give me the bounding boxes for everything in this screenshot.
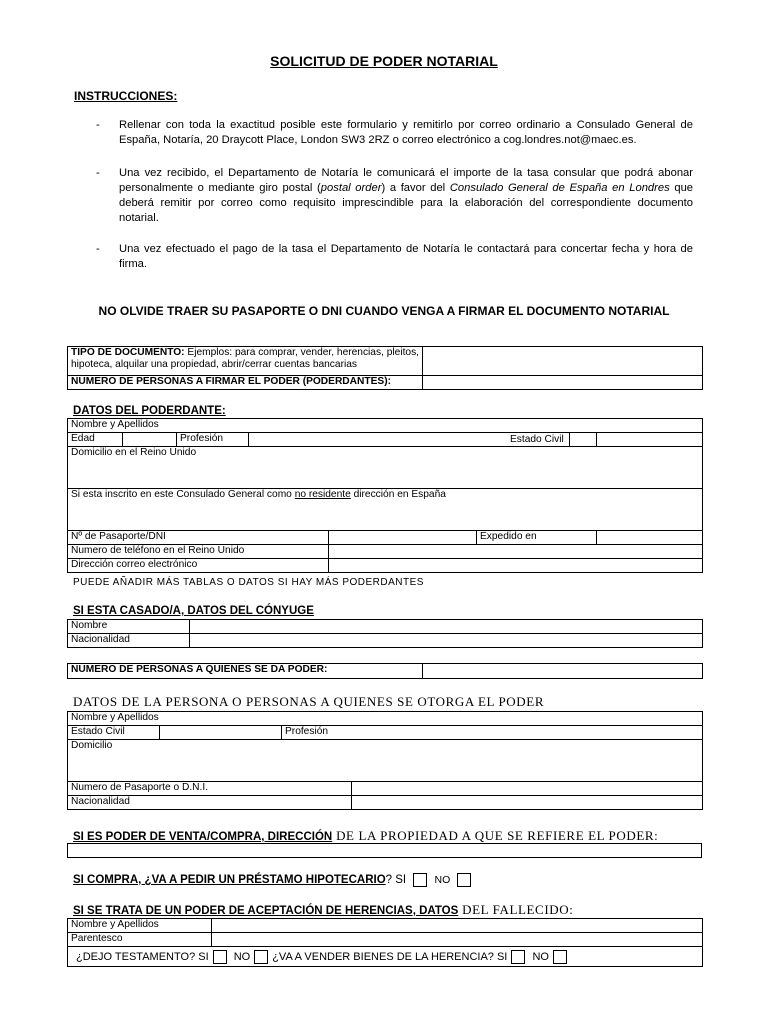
age-label: Edad	[68, 433, 123, 447]
issued-in-field[interactable]	[597, 531, 703, 545]
civil-status-label	[570, 433, 597, 447]
property-address-field[interactable]	[68, 844, 702, 858]
grantee-nationality-label: Nacionalidad	[68, 796, 352, 810]
instruction-text: Una vez efectuado el pago de la tasa el Departamento de Notaría le contactará para concertar fecha y hora de firma.	[119, 243, 693, 270]
phone-label: Numero de teléfono en el Reino Unido	[68, 545, 329, 559]
page-title: SOLICITUD DE PODER NOTARIAL	[270, 53, 498, 69]
sell-yes-checkbox[interactable]	[511, 950, 525, 964]
mortgage-question: SI COMPRA, ¿VA A PEDIR UN PRÉSTAMO HIPOTECARIO? SI NO	[73, 873, 475, 887]
passport-label: Nº de Pasaporte/DNI	[68, 531, 329, 545]
grantee-heading: DATOS DE LA PERSONA O PERSONAS A QUIENES SE OTORGA EL PODER	[73, 694, 545, 709]
instruction-item-3	[96, 242, 693, 272]
grantee-name-field[interactable]: Nombre y Apellidos	[68, 712, 703, 726]
grantee-nationality-field[interactable]	[352, 796, 703, 810]
phone-field[interactable]	[329, 545, 703, 559]
civil-status-label-text: Estado Civil	[510, 434, 564, 445]
will-yes-checkbox[interactable]	[213, 950, 227, 964]
will-no-checkbox[interactable]	[254, 950, 268, 964]
add-more-note: PUEDE AÑADIR MÁS TABLAS O DATOS SI HAY MÁS PODERDANTES	[73, 577, 424, 588]
instruction-text: Rellenar con toda la exactitud posible este formulario y remitirlo por correo ordinario a Consulado General de España, Notaría, 20 Draycott Place, London SW3 2RZ o correo electrónico a cog.londres.not@maec.es.	[119, 119, 693, 146]
grantee-table	[67, 711, 703, 810]
grantee-civil-status-field[interactable]	[160, 726, 282, 740]
passport-warning: NO OLVIDE TRAER SU PASAPORTE O DNI CUANDO VENGA A FIRMAR EL DOCUMENTO NOTARIAL	[98, 304, 670, 318]
profession-label: Profesión	[177, 433, 249, 447]
document-type-field[interactable]	[423, 347, 703, 376]
will-row: ¿DEJO TESTAMENTO? SI NO ¿VA A VENDER BIENES DE LA HERENCIA? SI NO	[68, 947, 703, 967]
bullet-dash: -	[96, 119, 100, 131]
grantee-passport-field[interactable]	[352, 782, 703, 796]
mortgage-yes-checkbox[interactable]	[413, 873, 427, 887]
grantees-count-label: NUMERO DE PERSONAS A QUIENES SE DA PODER:	[68, 664, 423, 679]
signers-count-field[interactable]	[423, 376, 703, 390]
document-type-label: TIPO DE DOCUMENTO: Ejemplos: para comprar, vender, herencias, pleitos, hipoteca, alquilar una propiedad, abrir/cerrar cuentas bancarias	[68, 347, 423, 376]
poderdante-heading: DATOS DEL PODERDANTE:	[73, 405, 226, 417]
deceased-name-field[interactable]	[212, 919, 703, 933]
poderdante-table	[67, 418, 703, 573]
sale-heading: SI ES PODER DE VENTA/COMPRA, DIRECCIÓN DE LA PROPIEDAD A QUE SE REFIERE EL PODER:	[73, 828, 659, 843]
deceased-name-label: Nombre y Apellidos	[68, 919, 212, 933]
kinship-field[interactable]	[212, 933, 703, 947]
civil-status-field[interactable]	[597, 433, 703, 447]
spouse-name-label: Nombre	[68, 620, 190, 634]
inheritance-heading: SI SE TRATA DE UN PODER DE ACEPTACIÓN DE HERENCIAS, DATOS DEL FALLECIDO:	[73, 902, 574, 917]
poderdante-name-field[interactable]: Nombre y Apellidos	[68, 419, 703, 433]
instructions-heading: INSTRUCCIONES:	[74, 89, 178, 103]
instruction-text: Una vez recibido, el Departamento de Notaría le comunicará el importe de la tasa consular que podrá abonar personalmente o mediante giro postal (postal order) a favor del Consulado General de España en Londres que deberá remitir por correo como requisito imprescindible para la elaboración del correspondiente documento notarial.	[119, 167, 694, 224]
spain-address-field[interactable]: Si esta inscrito en este Consulado General como no residente dirección en España	[68, 489, 703, 531]
passport-field[interactable]	[329, 531, 477, 545]
grantee-passport-label: Numero de Pasaporte o D.N.I.	[68, 782, 352, 796]
bullet-dash: -	[96, 243, 100, 255]
uk-address-field[interactable]: Domicilio en el Reino Unido	[68, 447, 703, 489]
document-type-table	[67, 346, 703, 390]
grantees-count-field[interactable]	[423, 664, 703, 679]
grantee-civil-status-label: Estado Civil	[68, 726, 160, 740]
spouse-nationality-field[interactable]	[190, 634, 703, 648]
bullet-dash: -	[96, 167, 100, 179]
grantee-profession-field[interactable]: Profesión	[282, 726, 703, 740]
grantees-count-table	[67, 663, 703, 679]
spouse-name-field[interactable]	[190, 620, 703, 634]
kinship-label: Parentesco	[68, 933, 212, 947]
spouse-table	[67, 619, 703, 648]
spouse-heading: SI ESTA CASADO/A, DATOS DEL CÓNYUGE	[73, 605, 314, 617]
mortgage-no-checkbox[interactable]	[457, 873, 471, 887]
spouse-nationality-label: Nacionalidad	[68, 634, 190, 648]
instruction-item-2	[96, 166, 693, 226]
age-field[interactable]	[123, 433, 177, 447]
deceased-table	[67, 918, 703, 967]
email-label: Dirección correo electrónico	[68, 559, 329, 573]
email-field[interactable]	[329, 559, 703, 573]
instruction-item-1	[96, 118, 693, 148]
signers-count-label: NUMERO DE PERSONAS A FIRMAR EL PODER (PODERDANTES):	[68, 376, 423, 390]
property-address-table	[67, 843, 702, 858]
sell-no-checkbox[interactable]	[553, 950, 567, 964]
grantee-address-field[interactable]: Domicilio	[68, 740, 703, 782]
issued-in-label: Expedido en	[477, 531, 597, 545]
